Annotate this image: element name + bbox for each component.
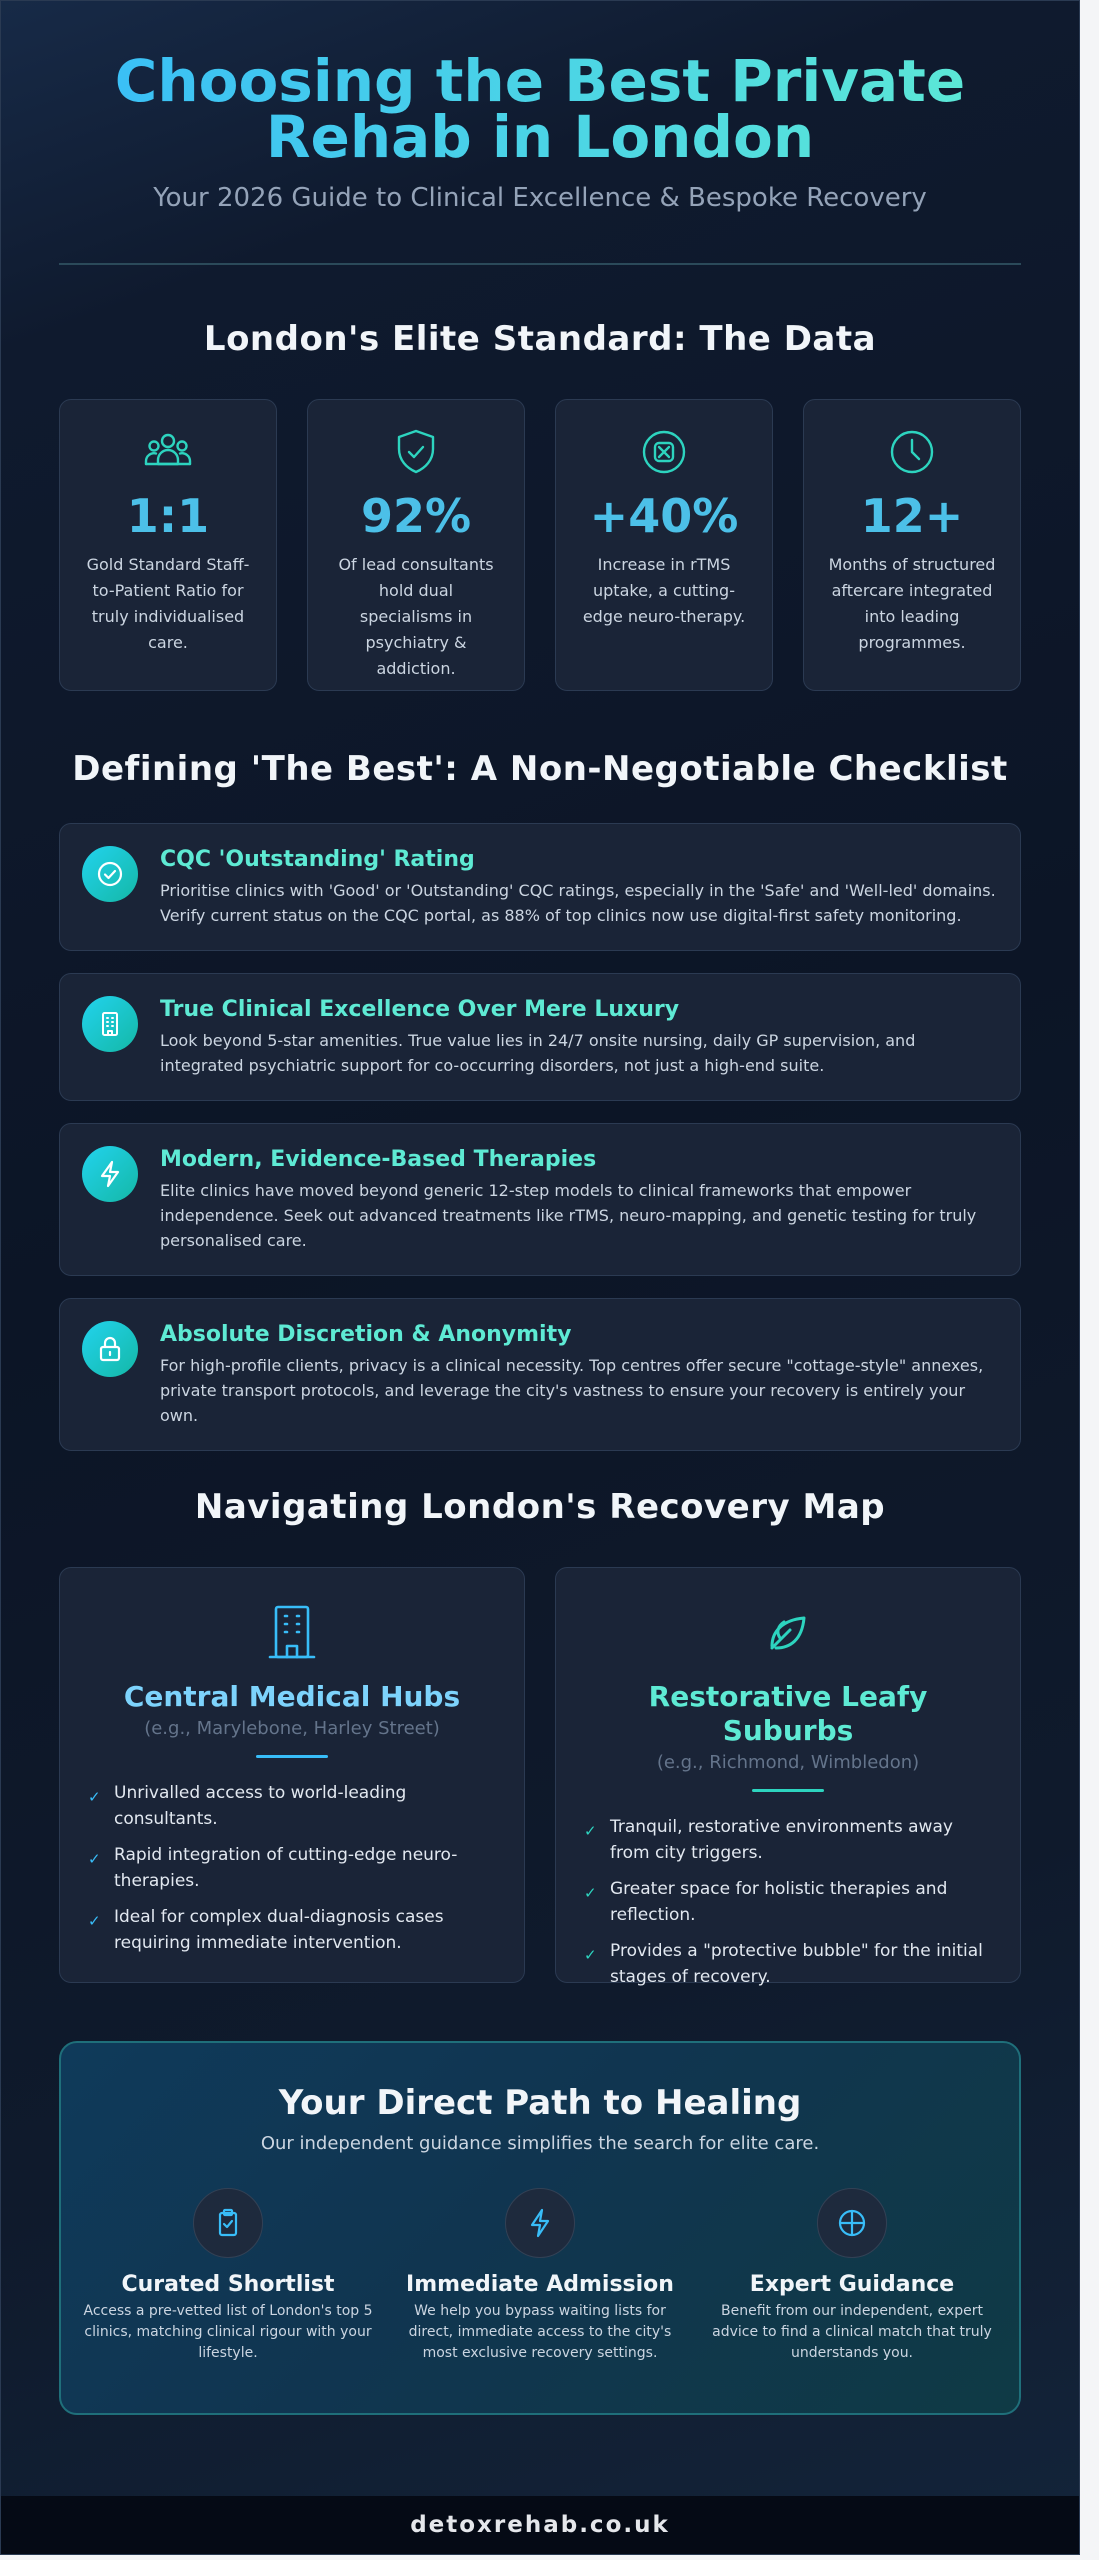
stat-card [59,399,277,691]
accent-bar [752,1789,824,1792]
cta-column [83,2188,373,2364]
check-icon: ✓ [88,1850,101,1868]
cta-column-text: Benefit from our independent, expert advice to find a clinical match that truly understands you. [712,2303,992,2361]
checklist-text: Look beyond 5-star amenities. True value lies in 24/7 onsite nursing, daily GP supervision, and integrated psychiatric support for co-occurring disorders, not just a high-end suite. [160,1031,916,1075]
checklist-text: Elite clinics have moved beyond generic 12-step models to clinical frameworks that empower independence. Seek out advanced treatments like rTMS, neuro-mapping, and genetic testing for truly personalised care. [160,1181,977,1250]
clock-icon [886,426,938,478]
cta-column-text: We help you bypass waiting lists for direct, immediate access to the city's most exclusive recovery settings. [408,2303,672,2361]
feature-list [584,1814,992,1990]
page-title: Choosing the Best Private Rehab in London [50,53,1030,165]
checklist-heading: Absolute Discretion & Anonymity [160,1322,572,1347]
cta-column-text: Access a pre-vetted list of London's top 5 clinics, matching clinical rigour with your lifestyle. [83,2303,373,2361]
map-card-subtitle: (e.g., Richmond, Wimbledon) [656,1752,920,1773]
cta-column-title: Immediate Admission [406,2272,674,2297]
hero [1,1,1079,265]
cta-column [395,2188,685,2364]
list-item-text: Ideal for complex dual-diagnosis cases requiring immediate intervention. [114,1907,444,1953]
stat-label: Increase in rTMS uptake, a cutting-edge neuro-therapy. [582,555,746,626]
leaf-icon [758,1602,818,1662]
cta-column-title: Expert Guidance [749,2272,955,2297]
list-item [88,1904,496,1956]
stat-value: 1:1 [126,489,210,543]
building-icon [262,1602,322,1662]
recovery-map [59,1567,1021,1987]
check-icon: ✓ [88,1788,101,1806]
compass-icon [817,2188,887,2258]
cta-column [707,2188,997,2364]
stats-title: London's Elite Standard: The Data [203,319,877,359]
cta-panel [59,2041,1021,2415]
map-card-subtitle: (e.g., Marylebone, Harley Street) [144,1718,440,1739]
clipboard-check-icon [193,2188,263,2258]
divider [59,263,1021,265]
checklist-item [59,1298,1021,1451]
list-item-text: Greater space for holistic therapies and reflection. [610,1879,948,1925]
lightning-icon [82,1146,138,1202]
check-icon: ✓ [584,1884,597,1902]
checklist-text: Prioritise clinics with 'Good' or 'Outstanding' CQC ratings, especially in the 'Safe' and 'Well-led' domains. Verify current status on the CQC portal, as 88% of top clinics now use digital-first safety monitoring. [160,881,996,925]
leafy-suburbs-card [555,1567,1021,1987]
checklist-heading: Modern, Evidence-Based Therapies [160,1147,597,1172]
checklist-heading: True Clinical Excellence Over Mere Luxury [160,997,680,1022]
lock-icon [82,1321,138,1377]
accent-bar [256,1755,328,1758]
stat-card [555,399,773,691]
check-icon: ✓ [584,1822,597,1840]
list-item-text: Rapid integration of cutting-edge neuro-therapies. [114,1845,458,1891]
feature-list [88,1780,496,1956]
check-circle-icon [82,846,138,902]
stat-label: Of lead consultants hold dual specialisms in psychiatry & addiction. [338,555,494,678]
checklist-text: For high-profile clients, privacy is a clinical necessity. Top centres offer secure "cottage-style" annexes, private transport protocols, and leverage the city's vastness to ensure your recovery is entirely your own. [160,1356,984,1425]
footer [1,2496,1079,2554]
stat-card [803,399,1021,691]
check-icon: ✓ [88,1912,101,1930]
list-item [88,1780,496,1832]
map-card-title: Restorative Leafy Suburbs [648,1680,928,1747]
central-hubs-card [59,1567,525,1983]
stat-card [307,399,525,691]
footer-link[interactable]: detoxrehab.co.uk [410,2512,670,2538]
list-item [584,1814,992,1866]
brain-target-icon [638,426,690,478]
list-item-text: Tranquil, restorative environments away from city triggers. [610,1817,953,1863]
stat-value: 92% [360,489,472,543]
stat-value: 12+ [860,489,964,543]
cta-title: Your Direct Path to Healing [278,2083,802,2123]
stat-label: Gold Standard Staff-to-Patient Ratio for truly individualised care. [86,555,250,652]
stat-label: Months of structured aftercare integrated into leading programmes. [828,555,996,652]
list-item [584,1876,992,1928]
list-item [88,1842,496,1894]
people-icon [142,426,194,478]
cta-subtitle: Our independent guidance simplifies the search for elite care. [260,2133,820,2154]
stat-value: +40% [589,489,739,543]
checklist-title: Defining 'The Best': A Non-Negotiable Checklist [72,749,1008,789]
check-icon: ✓ [584,1946,597,1964]
lightning-icon [505,2188,575,2258]
shield-check-icon [390,426,442,478]
checklist [59,823,1021,1451]
stats-grid [59,399,1021,691]
map-card-title: Central Medical Hubs [123,1680,461,1713]
checklist-item [59,1123,1021,1276]
list-item-text: Provides a "protective bubble" for the initial stages of recovery. [610,1941,983,1987]
hospital-icon [82,996,138,1052]
map-title: Navigating London's Recovery Map [194,1487,886,1527]
checklist-item [59,973,1021,1101]
checklist-heading: CQC 'Outstanding' Rating [160,847,475,872]
checklist-item [59,823,1021,951]
list-item-text: Unrivalled access to world-leading consultants. [114,1783,407,1829]
cta-column-title: Curated Shortlist [121,2272,335,2297]
page-subtitle: Your 2026 Guide to Clinical Excellence & Bespoke Recovery [153,183,927,213]
list-item [584,1938,992,1990]
